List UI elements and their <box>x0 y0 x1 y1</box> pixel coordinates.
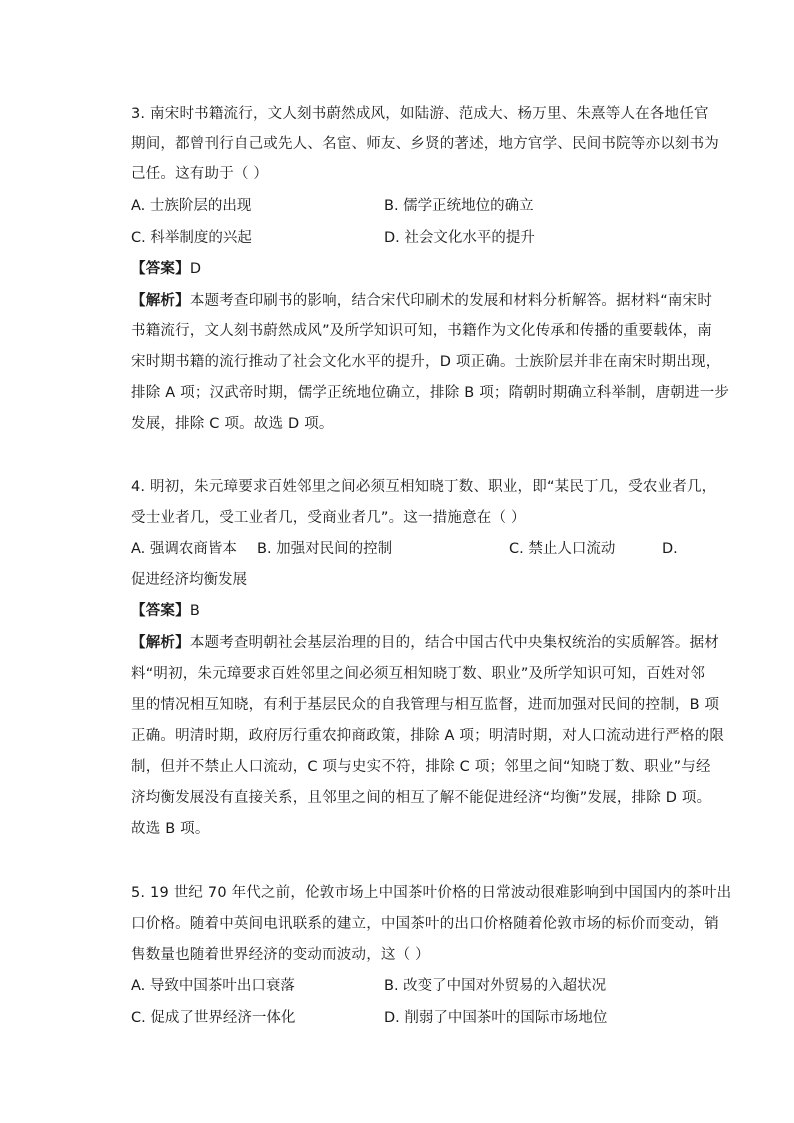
q3-analysis-line-1 <box>131 291 712 311</box>
q3-analysis-line-2: 书籍流行，文人刻书蔚然成风”及所学知识可知，书籍作为文化传承和传播的重要载体，南 <box>131 323 713 339</box>
q5-option-b: B. 改变了中国对外贸易的入超状况 <box>384 978 607 994</box>
q5-stem-line-1: 5. 19 世纪 70 年代之前，伦敦市场上中国茶叶价格的日常波动很难影响到中国国内的茶叶出 <box>131 885 732 901</box>
q5-option-c: C. 促成了世界经济一体化 <box>131 1010 296 1026</box>
q3-analysis-line-3: 宋时期书籍的流行推动了社会文化水平的提升，D 项正确。士族阶层并非在南宋时期出现， <box>131 354 721 370</box>
q3-analysis-line-5: 发展，排除 C 项。故选 D 项。 <box>131 416 334 432</box>
q3-option-c: C. 科举制度的兴起 <box>131 230 252 246</box>
q4-stem-line-2: 受士业者几，受工业者几，受商业者几”。这一措施意在（ ） <box>131 510 526 526</box>
q4-option-c: C. 禁止人口流动 <box>509 541 616 557</box>
q3-analysis-line-4: 排除 A 项；汉武帝时期，儒学正统地位确立，排除 B 项；隋朝时期确立科举制，唐朝进一步 <box>131 385 730 401</box>
analysis-tag: 【解析】 <box>131 293 190 309</box>
q4-analysis-line-6: 济均衡发展没有直接关系，且邻里之间的相互了解不能促进经济“均衡”发展，排除 D 项。 <box>131 790 712 806</box>
q3-stem-line-2: 期间，都曾刊行自己或先人、名宦、师友、乡贤的著述，地方官学、民间书院等亦以刻书为 <box>131 136 719 152</box>
q4-option-b: B. 加强对民间的控制 <box>257 541 393 557</box>
q5-stem-line-3: 售数量也随着世界经济的变动而波动，这（ ） <box>131 947 430 963</box>
q5-option-d: D. 削弱了中国茶叶的国际市场地位 <box>384 1010 608 1026</box>
q4-stem-line-1: 4. 明初，朱元璋要求百姓邻里之间必须互相知晓丁数、职业，即“某民丁几，受农业者几， <box>131 479 717 495</box>
q4-analysis-line-7: 故选 B 项。 <box>131 821 210 837</box>
q3-stem-line-1: 3. 南宋时书籍流行，文人刻书蔚然成风，如陆游、范成大、杨万里、朱熹等人在各地任官 <box>131 106 709 122</box>
q4-option-d: D. <box>662 541 678 557</box>
q4-analysis-line-2: 料“明初，朱元璋要求百姓邻里之间必须互相知晓丁数、职业”及所学知识可知，百姓对邻 <box>131 666 706 682</box>
q3-option-a: A. 士族阶层的出现 <box>131 198 252 214</box>
q4-option-d-text: 促进经济均衡发展 <box>131 572 247 588</box>
q4-answer-value: B <box>189 603 200 619</box>
answer-tag: 【答案】 <box>131 603 190 619</box>
answer-tag: 【答案】 <box>131 261 190 277</box>
q4-analysis-line-5: 制，但并不禁止人口流动，C 项与史实不符，排除 C 项；邻里之间“知晓丁数、职业”与经 <box>131 759 711 775</box>
q4-option-a: A. 强调农商皆本 <box>131 541 237 557</box>
q4-analysis-line-4: 正确。明清时期，政府厉行重农抑商政策，排除 A 项；明清时期，对人口流动进行严格的限 <box>131 728 725 744</box>
q3-analysis-text-1: 本题考查印刷书的影响，结合宋代印刷术的发展和材料分析解答。据材料“南宋时 <box>189 293 713 309</box>
q5-option-a: A. 导致中国茶叶出口衰落 <box>131 978 295 994</box>
analysis-tag: 【解析】 <box>131 635 190 651</box>
q5-stem-line-2: 口价格。随着中英间电讯联系的建立，中国茶叶的出口价格随着伦敦市场的标价而变动，销 <box>131 916 719 932</box>
q3-option-d: D. 社会文化水平的提升 <box>384 230 535 246</box>
q3-answer-value: D <box>189 261 202 277</box>
q4-analysis-line-1 <box>131 633 719 653</box>
q4-answer <box>131 601 200 621</box>
q3-answer <box>131 259 201 279</box>
q4-analysis-text-1: 本题考查明朝社会基层治理的目的，结合中国古代中央集权统治的实质解答。据材 <box>189 635 720 651</box>
q4-analysis-line-3: 里的情况相互知晓，有利于基层民众的自我管理与相互监督，进而加强对民间的控制，B 项 <box>131 697 720 713</box>
q3-stem-line-3: 己任。这有助于（ ） <box>131 166 269 182</box>
q3-option-b: B. 儒学正统地位的确立 <box>384 198 534 214</box>
